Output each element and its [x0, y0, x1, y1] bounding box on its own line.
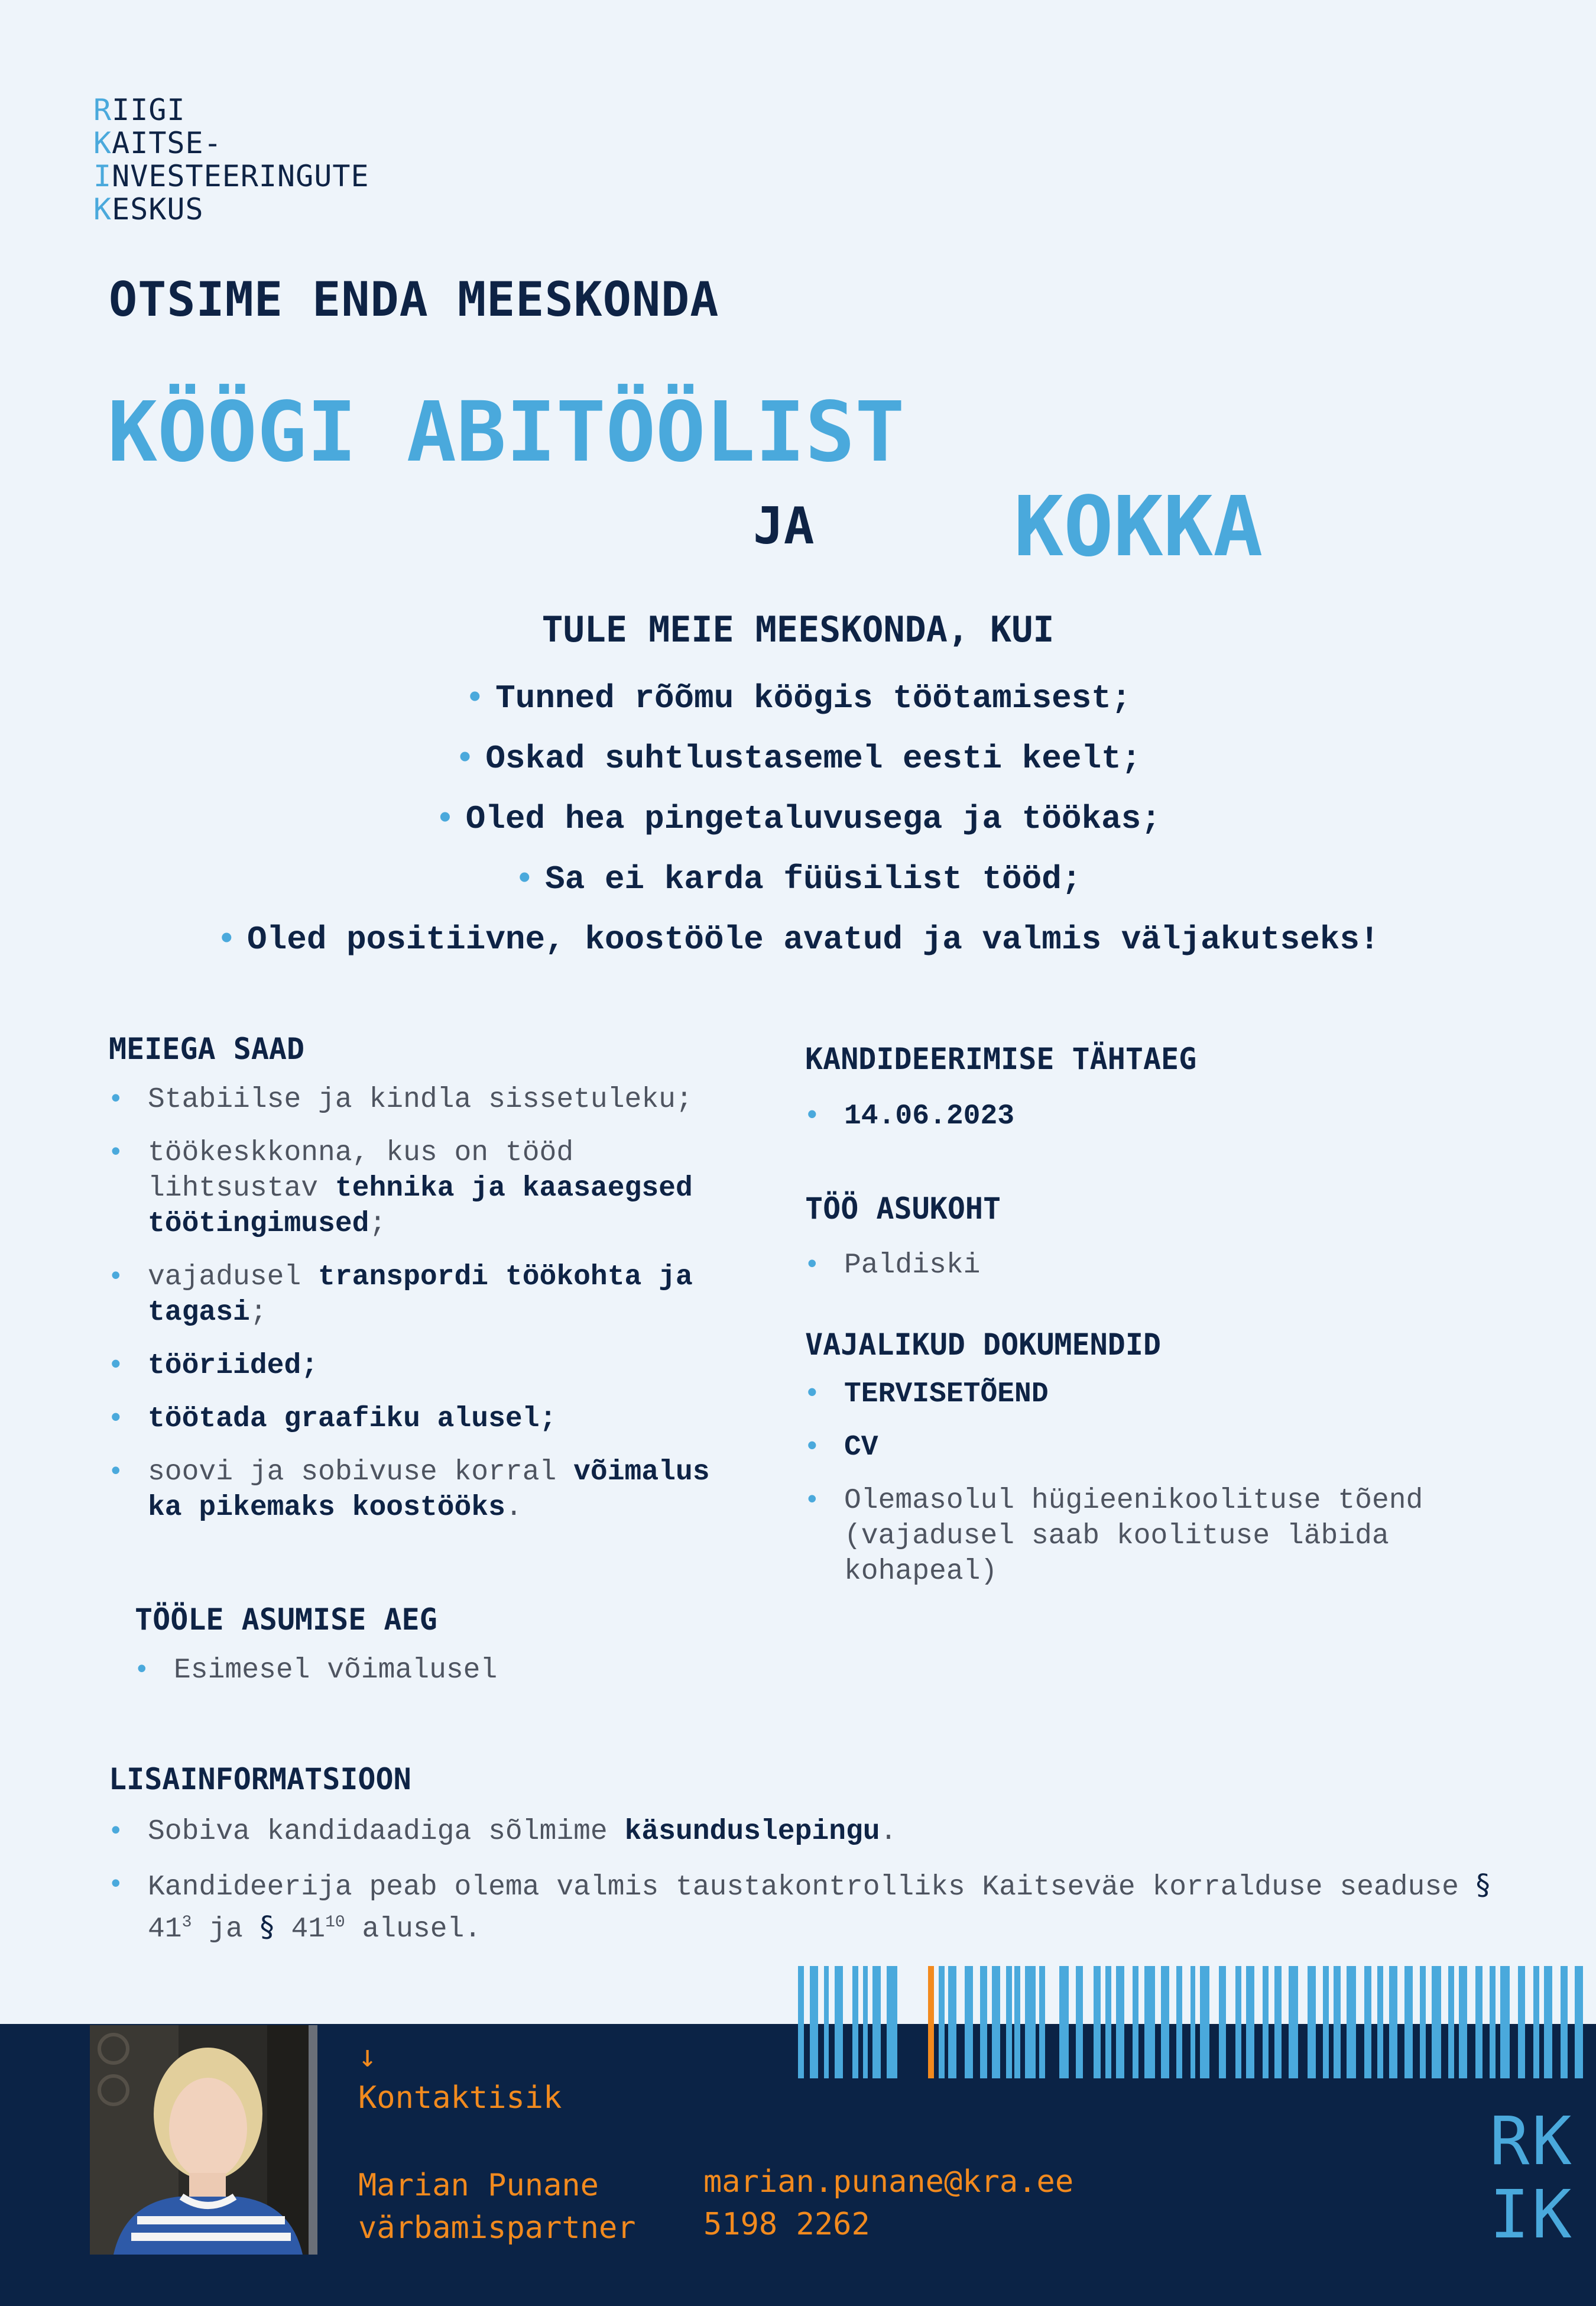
barcode-bar	[1389, 1966, 1397, 2078]
offer-heading: MEIEGA SAAD	[109, 1032, 305, 1066]
location-heading: TÖÖ ASUKOHT	[805, 1191, 1001, 1226]
list-item: • Tunned rõõmu köögis töötamisest;	[465, 679, 1131, 717]
barcode-bar	[1274, 1966, 1282, 2078]
job-title-2: KOKKA	[1014, 479, 1263, 575]
barcode-bar	[1533, 1966, 1539, 2078]
barcode-bar	[928, 1966, 934, 2078]
barcode-bar	[1105, 1966, 1111, 2078]
list-item: • CV	[804, 1430, 1442, 1465]
barcode-bar	[1133, 1966, 1138, 2078]
barcode-bar	[965, 1966, 973, 2078]
barcode-bar	[1094, 1966, 1101, 2078]
barcode-bar	[1116, 1966, 1124, 2078]
job-title-1: KÖÖGI ABITÖÖLIST	[108, 384, 905, 481]
barcode-bar	[1347, 1966, 1356, 2078]
documents-heading: VAJALIKUD DOKUMENDID	[805, 1327, 1162, 1362]
barcode-bar	[1161, 1966, 1169, 2078]
list-item: • Paldiski	[804, 1248, 1513, 1283]
barcode-bar	[1490, 1966, 1496, 2078]
list-item: • Sa ei karda füüsilist tööd;	[514, 860, 1082, 898]
deadline-heading: KANDIDEERIMISE TÄHTAEG	[805, 1042, 1197, 1076]
intro-heading: TULE MEIE MEESKONDA, KUI	[541, 609, 1055, 650]
list-item: • Kandideerija peab olema valmis taustakontrolliks Kaitseväe korralduse seaduse § $41^3$ ja § $41^{10}$ alusel.	[108, 1867, 1491, 1947]
barcode-bar	[1575, 1966, 1583, 2078]
barcode-bar	[1518, 1966, 1525, 2078]
barcode-bar	[1176, 1966, 1182, 2078]
list-item: • töökeskkonna, kus on tööd lihtsustav tehnika ja kaasaegsed töötingimused;	[108, 1135, 746, 1242]
barcode-bar	[1014, 1966, 1020, 2078]
contact-phone[interactable]: 5198 2262	[703, 2207, 870, 2242]
barcode-bar	[863, 1966, 868, 2078]
bullet-icon: •	[465, 679, 485, 717]
barcode-bar	[852, 1966, 858, 2078]
barcode-bar	[992, 1966, 1000, 2078]
barcode-bar	[1200, 1966, 1209, 2078]
logo-line-1: RIIGI	[93, 93, 186, 127]
barcode-bar	[1246, 1966, 1254, 2078]
bullet-icon: •	[514, 860, 535, 898]
list-item: • töötada graafiku alusel;	[108, 1401, 746, 1437]
barcode-bar	[1334, 1966, 1341, 2078]
list-item: • Esimesel võimalusel	[134, 1653, 725, 1688]
documents-list	[804, 1377, 1442, 1607]
barcode-bar	[1308, 1966, 1316, 2078]
contact-role: värbamispartner	[358, 2210, 636, 2246]
contact-label: Kontaktisik	[358, 2080, 562, 2116]
barcode-bar	[1544, 1966, 1552, 2078]
contact-email[interactable]: marian.punane@kra.ee	[703, 2164, 1074, 2200]
list-item: • tööriided;	[108, 1348, 746, 1384]
page-eyebrow: OTSIME ENDA MEESKONDA	[109, 272, 719, 327]
barcode-bar	[1404, 1966, 1413, 2078]
barcode-bar	[1459, 1966, 1467, 2078]
logo-line-3: INVESTEERINGUTE	[93, 159, 369, 193]
list-item: • vajadusel transpordi töökohta ja tagasi;	[108, 1259, 746, 1330]
logo-line-2: KAITSE-	[93, 126, 222, 160]
barcode-bar	[980, 1966, 987, 2078]
requirements-list	[0, 668, 1596, 970]
barcode-bar	[1420, 1966, 1426, 2078]
barcode-bar	[1059, 1966, 1069, 2078]
list-item: • Oled hea pingetaluvusega ja töökas;	[435, 800, 1161, 838]
bullet-icon: •	[216, 921, 237, 958]
barcode-bar	[1561, 1966, 1568, 2078]
barcode-bar	[1323, 1966, 1329, 2078]
contact-photo	[90, 2025, 317, 2255]
list-item: • 14.06.2023	[804, 1099, 1513, 1134]
barcode-graphic	[798, 1966, 1588, 2078]
bullet-icon: •	[435, 800, 455, 838]
barcode-bar	[1377, 1966, 1383, 2078]
list-item: • Olemasolul hügieenikoolituse tõend (vajadusel saab koolituse läbida kohapeal)	[804, 1483, 1442, 1589]
start-list	[134, 1653, 725, 1706]
contact-name: Marian Punane	[358, 2168, 599, 2203]
barcode-bar	[1235, 1966, 1241, 2078]
location-list	[804, 1248, 1513, 1301]
barcode-bar	[798, 1966, 804, 2078]
list-item: • Oled positiivne, koostööle avatud ja valmis väljakutseks!	[216, 921, 1380, 958]
barcode-bar	[810, 1966, 818, 2078]
offer-list	[108, 1082, 746, 1543]
barcode-bar	[939, 1966, 945, 2078]
barcode-bar	[835, 1966, 843, 2078]
barcode-bar	[1263, 1966, 1269, 2078]
barcode-bar	[1144, 1966, 1155, 2078]
deadline-list	[804, 1099, 1513, 1152]
barcode-bar	[1289, 1966, 1298, 2078]
down-arrow-icon: ↓	[358, 2039, 377, 2074]
barcode-bar	[1475, 1966, 1483, 2078]
barcode-bar	[887, 1966, 897, 2078]
barcode-bar	[1039, 1966, 1045, 2078]
list-item: • Oskad suhtlustasemel eesti keelt;	[455, 740, 1141, 778]
extra-heading: LISAINFORMATSIOON	[109, 1762, 411, 1796]
barcode-bar	[1500, 1966, 1510, 2078]
barcode-bar	[1025, 1966, 1036, 2078]
list-item: • Stabiilse ja kindla sissetuleku;	[108, 1082, 746, 1118]
barcode-bar	[872, 1966, 881, 2078]
barcode-bar	[948, 1966, 956, 2078]
barcode-bar	[1006, 1966, 1012, 2078]
barcode-bar	[1432, 1966, 1441, 2078]
list-item: • soovi ja sobivuse korral võimalus ka pikemaks koostööks.	[108, 1455, 746, 1526]
list-item: • Sobiva kandidaadiga sõlmime käsunduslepingu.	[108, 1814, 1491, 1850]
logo-line-4: KESKUS	[93, 192, 204, 226]
start-heading: TÖÖLE ASUMISE AEG	[135, 1602, 437, 1637]
list-item: • TERVISETÕEND	[804, 1377, 1442, 1412]
barcode-bar	[1219, 1966, 1226, 2078]
extra-list	[108, 1814, 1491, 1965]
barcode-bar	[824, 1966, 829, 2078]
organization-logo	[93, 93, 369, 226]
barcode-bar	[1364, 1966, 1371, 2078]
title-connector: JA	[753, 497, 815, 556]
bullet-icon: •	[455, 740, 475, 778]
barcode-bar	[1190, 1966, 1195, 2078]
barcode-bar	[1076, 1966, 1083, 2078]
barcode-bar	[1448, 1966, 1454, 2078]
footer-logo: RK IK	[1490, 2103, 1574, 2253]
